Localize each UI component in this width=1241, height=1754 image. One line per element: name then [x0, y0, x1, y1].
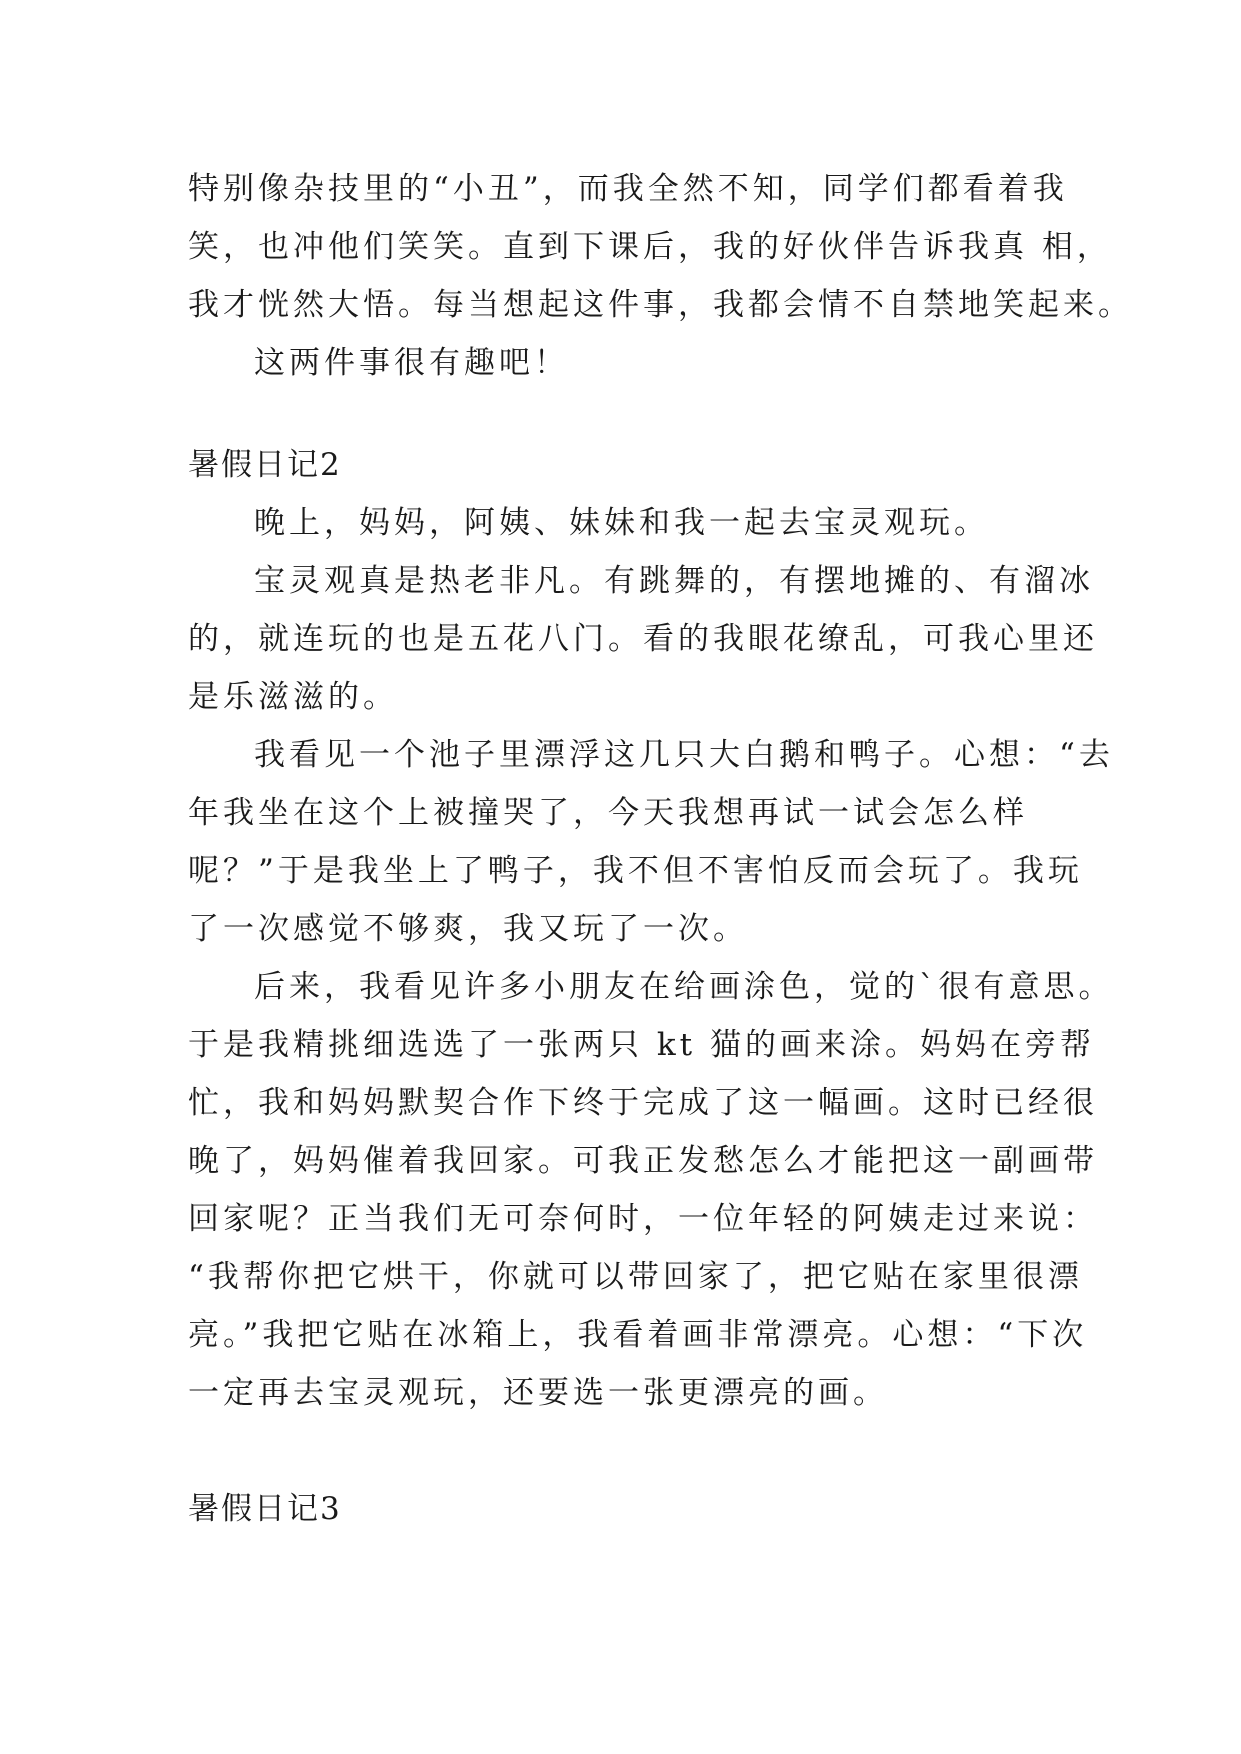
- text-line: 呢？”于是我坐上了鸭子，我不但不害怕反而会玩了。我玩: [188, 853, 1083, 889]
- diary-2-paragraph-3: [188, 726, 1114, 958]
- text-line: 我才恍然大悟。每当想起这件事，我都会情不自禁地笑起来。: [188, 287, 1133, 323]
- text-line: 笑，也冲他们笑笑。直到下课后，我的好伙伴告诉我真 相，: [188, 229, 1112, 265]
- intro-paragraph: [188, 160, 1133, 334]
- text-line: 回家呢？正当我们无可奈何时，一位年轻的阿姨走过来说：: [188, 1201, 1098, 1237]
- text-line: 忙，我和妈妈默契合作下终于完成了这一幅画。这时已经很: [188, 1085, 1098, 1121]
- text-line: 是乐滋滋的。: [188, 679, 398, 715]
- diary-2-paragraph-4: [188, 958, 1114, 1422]
- text-line: 晚了，妈妈催着我回家。可我正发愁怎么才能把这一副画带: [188, 1143, 1098, 1179]
- text-line: 亮。”我把它贴在冰箱上，我看着画非常漂亮。心想：“下次: [188, 1317, 1088, 1353]
- text-line: 一定再去宝灵观玩，还要选一张更漂亮的画。: [188, 1375, 888, 1411]
- text-line: 后来，我看见许多小朋友在给画涂色，觉的`很有意思。: [254, 969, 1114, 1005]
- closing-line: 这两件事很有趣吧！: [254, 345, 569, 381]
- diary-2-paragraph-2: [188, 552, 1098, 726]
- text-line: “我帮你把它烘干，你就可以带回家了，把它贴在家里很漂: [188, 1259, 1083, 1295]
- text-line: 特别像杂技里的“小丑”，而我全然不知，同学们都看着我: [188, 171, 1068, 207]
- text-line: 的，就连玩的也是五花八门。看的我眼花缭乱，可我心里还: [188, 621, 1098, 657]
- text-line: 了一次感觉不够爽，我又玩了一次。: [188, 911, 748, 947]
- section-gap: [188, 1422, 1068, 1466]
- diary-2-title: 暑假日记2: [188, 447, 342, 483]
- text-line: 于是我精挑细选选了一张两只 kt 猫的画来涂。妈妈在旁帮: [188, 1027, 1095, 1063]
- section-gap: [188, 1466, 1068, 1480]
- diary-2-paragraph-1: [188, 494, 1068, 552]
- text-line: 我看见一个池子里漂浮这几只大白鹅和鸭子。心想：“去: [254, 737, 1114, 773]
- text-line: 年我坐在这个上被撞哭了，今天我想再试一试会怎么样: [188, 795, 1028, 831]
- document-page: [188, 160, 1133, 1538]
- diary-3-title: 暑假日记3: [188, 1491, 342, 1527]
- section-gap: [188, 392, 1068, 436]
- text-line: 晚上，妈妈，阿姨、妹妹和我一起去宝灵观玩。: [254, 505, 989, 541]
- text-line: 宝灵观真是热老非凡。有跳舞的，有摆地摊的、有溜冰: [254, 563, 1094, 599]
